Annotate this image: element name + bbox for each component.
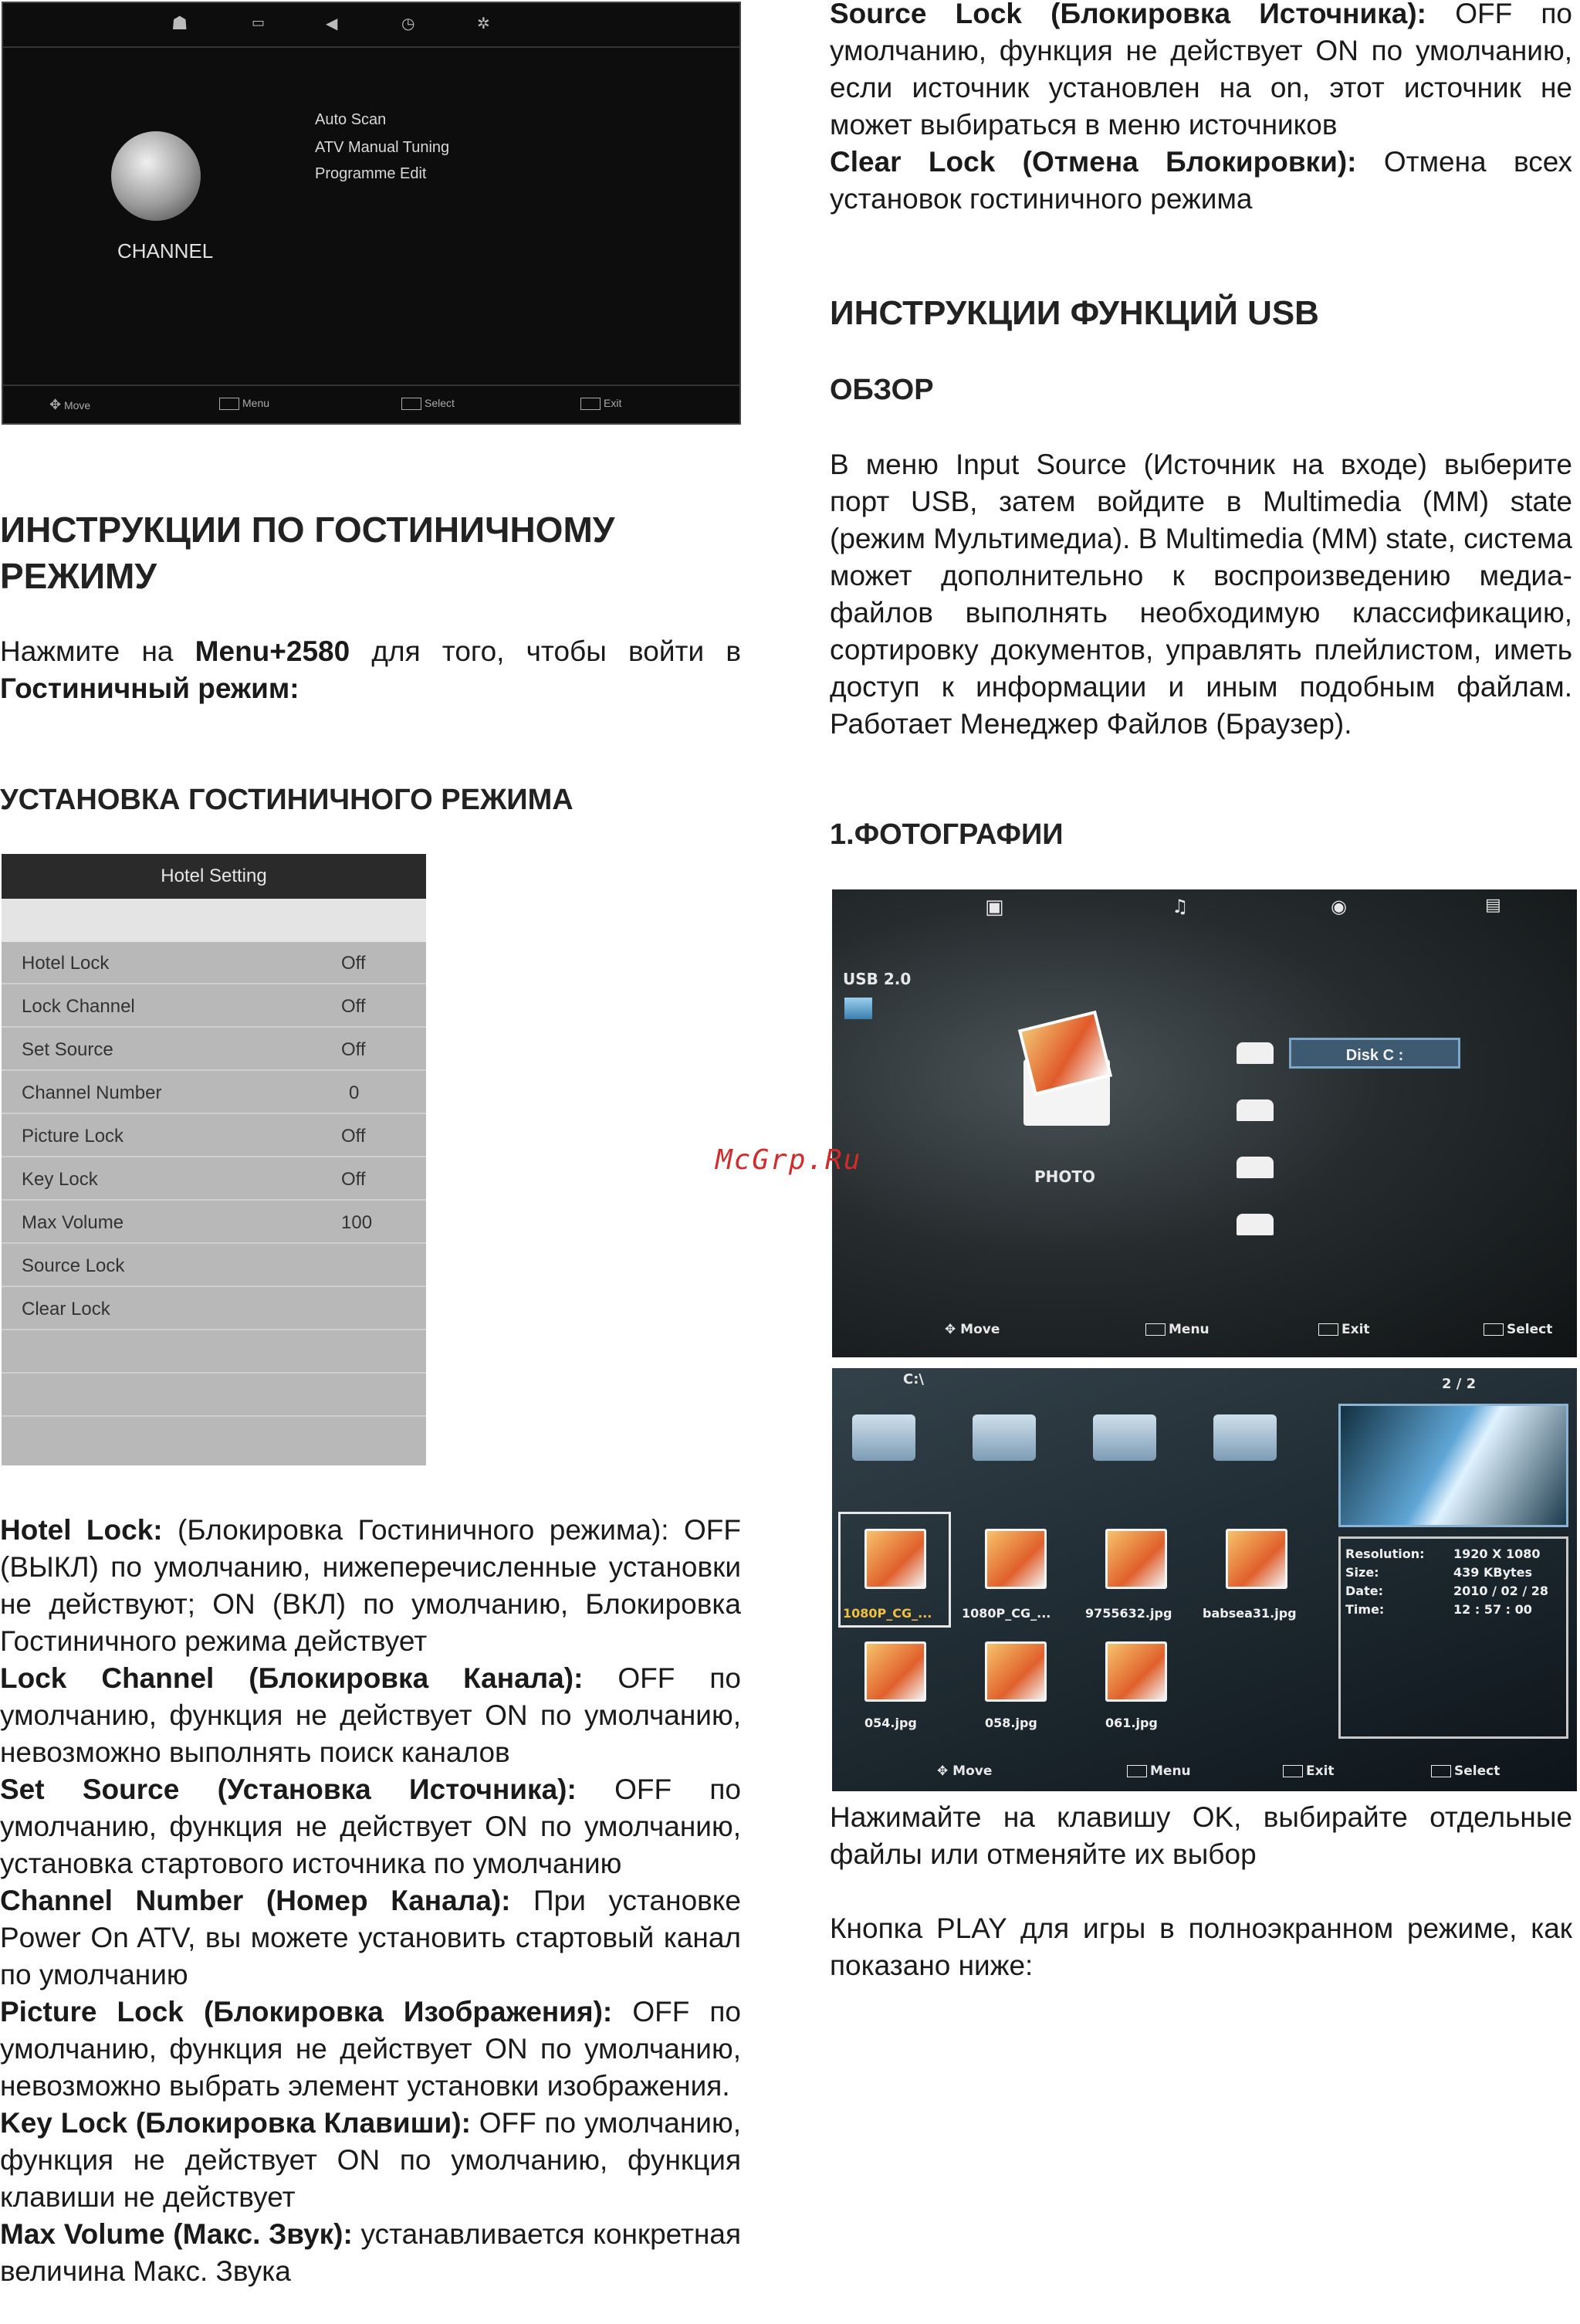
drive-icon-1[interactable] [1237,1042,1274,1064]
file-name: 061.jpg [1105,1716,1158,1730]
def-source-lock: Source Lock (Блокировка Источника): OFF по умолчанию, функция не действует ON по умолчанию, если источник установлен на on, этот источник не может выбираться в меню источников [830,0,1572,141]
tv-channel-menu-screenshot [2,2,741,425]
usb-photo-source-screenshot [832,889,1577,1357]
exit-hint: Exit [1283,1763,1335,1779]
usb-photo-browser-screenshot [832,1368,1577,1791]
tv-top-icon-bar [3,3,739,48]
usb-device-icon [844,998,872,1019]
exit-hint: Exit [580,397,621,410]
hotel-mode-heading: ИНСТРУКЦИИ ПО ГОСТИНИЧНОМУ РЕЖИМУ [0,510,615,596]
channel-icon: ☗ [171,13,188,34]
move-hint: ✥ Move [937,1763,993,1779]
hotel-row-source-lock[interactable]: Source Lock [2,1245,426,1287]
thumb-054[interactable] [864,1641,926,1702]
photos-heading: 1.ФОТОГРАФИИ [830,818,1064,851]
hotel-row-clear-lock[interactable]: Clear Lock [2,1288,426,1330]
channel-section-label: CHANNEL [117,239,214,263]
thumb-babsea31[interactable] [1226,1529,1287,1589]
hotel-row-hotel-lock[interactable]: Hotel Lock Off [2,942,426,984]
sound-icon: ◀ [326,15,338,32]
hotel-row-key-lock[interactable]: Key Lock Off [2,1158,426,1201]
drive-icon-2[interactable] [1237,1099,1274,1121]
thumb-058[interactable] [985,1641,1047,1702]
def-lock-channel: Lock Channel (Блокировка Канала): OFF по умолчанию, функция не действует ON по умолчанию, невозможно выполнять поиск каналов [0,1662,741,1768]
exit-hint: Exit [1318,1322,1370,1337]
menu-item-atv-manual-tuning[interactable]: ATV Manual Tuning [315,139,450,156]
file-name: babsea31.jpg [1203,1606,1297,1621]
hotel-setting-panel [2,854,426,1465]
hotel-definitions-right [830,0,1572,218]
hotel-definitions-left [0,1512,741,2290]
setup-icon: ✲ [477,15,490,32]
hotel-row-set-source[interactable]: Set Source Off [2,1028,426,1071]
thumb-9755632[interactable] [1105,1529,1167,1589]
photo-tab-icon[interactable]: ▣ [985,896,1004,919]
text-tab-icon[interactable]: ▤ [1485,896,1501,915]
hotel-row-picture-lock[interactable]: Picture Lock Off [2,1115,426,1157]
hotel-setup-heading: УСТАНОВКА ГОСТИНИЧНОГО РЕЖИМА [0,784,573,816]
move-arrows-icon: ✥ [937,1763,949,1779]
overview-paragraph: В меню Input Source (Источник на входе) выберите порт USB, затем войдите в Multimedia (MM) state (режим Мультимедиа). В Multimedia (MM) state, система может дополнительно к воспроизведению медиа-файлов выполнять необходимую классификацию, сортировку документов, управлять плейлистом, иметь доступ к информации и иным подобным файлам. Работает Менеджер Файлов (Браузер). [830,449,1572,740]
movie-tab-icon[interactable]: ◉ [1331,896,1347,917]
path-label: C:\ [903,1371,924,1387]
thumb-1080p-cg-1[interactable] [864,1529,926,1589]
def-hotel-lock: Hotel Lock: (Блокировка Гостиничного режима): OFF (ВЫКЛ) по умолчанию, нижеперечисленные установки не действуют; ON (ВКЛ) по умолчанию, Блокировка Гостиничного режима действует [0,1514,741,1657]
drive-icon-3[interactable] [1237,1157,1274,1178]
hotel-intro-paragraph: Нажмите на Menu+2580 для того, чтобы войти в Гостиничный режим: [0,635,741,704]
ok-key-icon [401,398,421,410]
exit-key-icon [1318,1323,1338,1336]
watermark: McGrp.Ru [716,1144,862,1176]
menu-key-icon [1127,1765,1147,1777]
drive-icon-4[interactable] [1237,1214,1274,1235]
file-name: 9755632.jpg [1085,1606,1172,1621]
move-hint: ✥ Move [49,397,91,412]
folder-icon-2[interactable] [973,1414,1036,1461]
move-arrows-icon: ✥ [49,397,62,412]
thumb-1080p-cg-2[interactable] [985,1529,1047,1589]
hotel-row-max-volume[interactable]: Max Volume 100 [2,1201,426,1244]
def-clear-lock: Clear Lock (Отмена Блокировки): Отмена всех установок гостиничного режима [830,146,1572,215]
def-max-volume: Max Volume (Макс. Звук): устанавливается конкретная величина Макс. Звука [0,2218,741,2287]
move-hint: ✥ Move [945,1322,1000,1337]
menu-item-programme-edit[interactable]: Programme Edit [315,165,427,182]
disk-c-button[interactable]: Disk C : [1289,1038,1460,1069]
menu-hint: Menu [219,397,269,410]
ok-key-icon [1484,1323,1504,1336]
play-key-paragraph: Кнопка PLAY для игры в полноэкранном режиме, как показано ниже: [830,1912,1572,1981]
def-set-source: Set Source (Установка Источника): OFF по умолчанию, функция не действует ON по умолчанию, установка стартового источника по умолчанию [0,1773,741,1879]
folder-icon-3[interactable] [1093,1414,1156,1461]
file-name: 1080P_CG_... [962,1606,1051,1621]
exit-key-icon [580,398,601,410]
ok-key-paragraph: Нажимайте на клавишу OK, выбирайте отдельные файлы или отменяйте их выбор [830,1801,1572,1870]
def-key-lock: Key Lock (Блокировка Клавиши): OFF по умолчанию, функция не действует ON по умолчанию, функция клавиши не действует [0,2107,741,2213]
hotel-row-channel-number[interactable]: Channel Number 0 [2,1072,426,1114]
menu-item-auto-scan[interactable]: Auto Scan [315,111,387,128]
file-name: 1080P_CG_... [843,1606,932,1621]
file-name: 058.jpg [985,1716,1037,1730]
usb-heading: ИНСТРУКЦИИ ФУНКЦИЙ USB [830,294,1319,332]
tv-bottom-hint-bar [3,385,739,423]
folder-icon-1[interactable] [852,1414,915,1461]
thumb-061[interactable] [1105,1641,1167,1702]
def-picture-lock: Picture Lock (Блокировка Изображения): OFF по умолчанию, функция не действует ON по умолчанию, невозможно выбрать элемент установки изображения. [0,1996,741,2102]
select-hint: Select [401,397,455,410]
hotel-setting-title: Hotel Setting [2,854,426,899]
time-icon: ◷ [401,15,415,32]
menu-hint: Menu [1127,1763,1191,1779]
overview-heading: ОБЗОР [830,374,934,406]
menu-key-icon [1145,1323,1166,1336]
channel-globe-icon [111,131,201,221]
page-indicator: 2 / 2 [1442,1376,1477,1392]
picture-icon: ▭ [252,15,266,30]
file-name: 054.jpg [864,1716,917,1730]
exit-key-icon [1283,1765,1303,1777]
folder-icon-4[interactable] [1213,1414,1277,1461]
music-tab-icon[interactable]: ♫ [1172,896,1189,917]
photo-label: PHOTO [1034,1167,1096,1186]
file-info-box: Resolution: 1920 X 1080 Size: 439 KBytes Date: 2010 / 02 / 28 Time: 12 : 57 : 00 [1338,1536,1568,1739]
move-arrows-icon: ✥ [945,1322,956,1337]
def-channel-number: Channel Number (Номер Канала): При установке Power On ATV, вы можете установить стартовый канал по умолчанию [0,1885,741,1990]
ok-key-icon [1431,1765,1451,1777]
select-hint: Select [1484,1322,1552,1337]
menu-hint: Menu [1145,1322,1210,1337]
photo-preview [1338,1404,1568,1527]
menu-key-icon [219,398,239,410]
select-hint: Select [1431,1763,1500,1779]
usb-label: USB 2.0 [843,970,912,988]
hotel-row-lock-channel[interactable]: Lock Channel Off [2,985,426,1028]
